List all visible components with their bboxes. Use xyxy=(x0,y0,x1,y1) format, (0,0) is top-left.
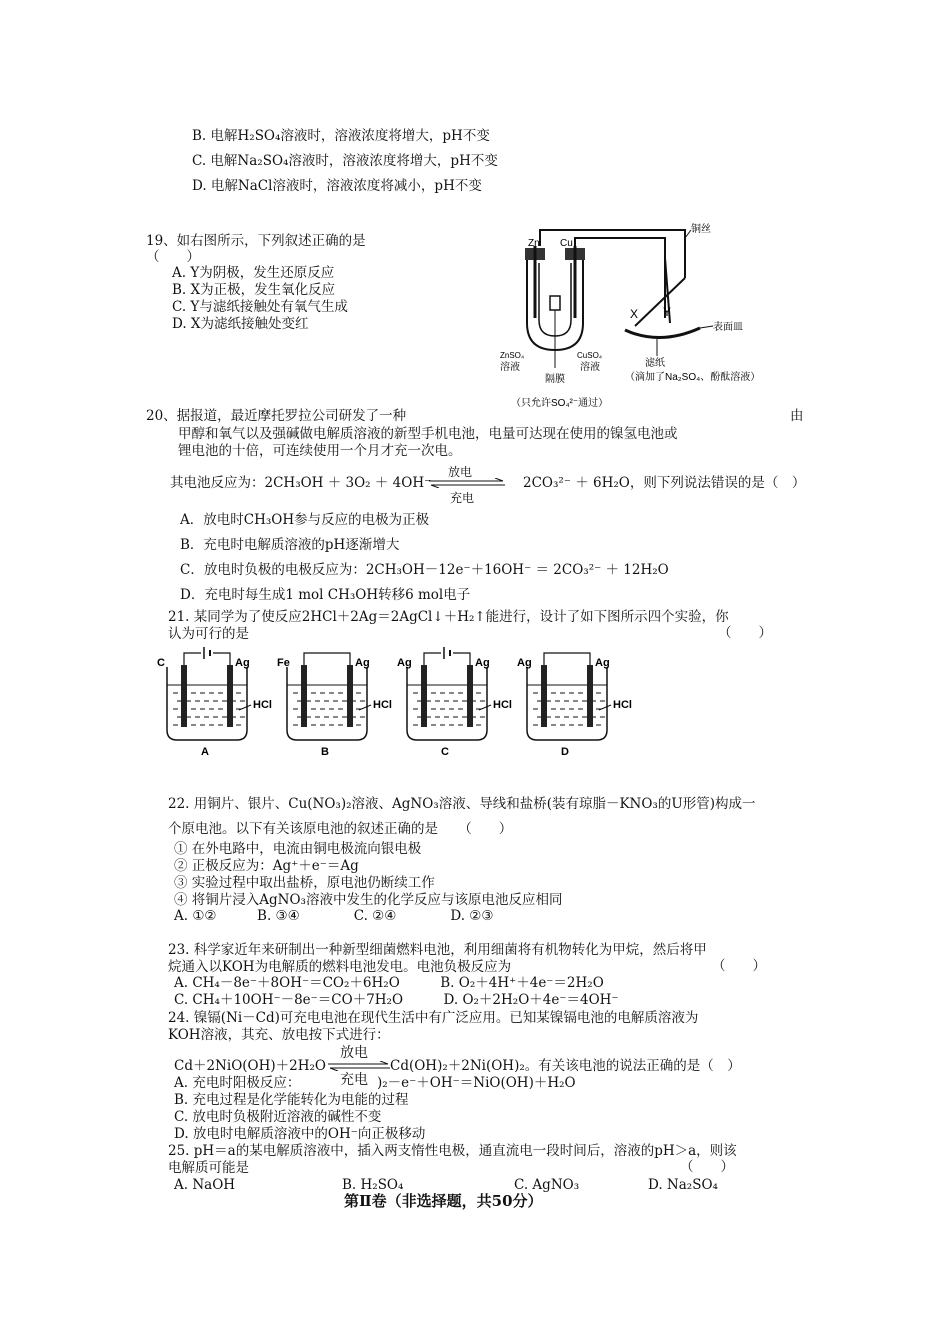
q23-line2: 烷通入以KOH为电解质的燃料电池发电。电池负极反应为 xyxy=(168,959,512,975)
q19-answer-paren: （ ） xyxy=(146,249,200,265)
q20-option-c: C．放电时负极的电极反应为：2CH₃OH－12e⁻＋16OH⁻ ＝ 2CO₃²⁻ ＋ 12H₂O xyxy=(180,562,669,578)
q24-discharge-label: 放电 xyxy=(340,1045,368,1061)
q19-option-d: D. X为滤纸接触处变红 xyxy=(172,316,309,332)
q19-option-a: A. Y为阴极，发生还原反应 xyxy=(172,265,335,281)
y-label: Y xyxy=(663,305,672,319)
q25-option-c: C. AgNO₃ xyxy=(514,1177,580,1193)
beaker xyxy=(407,667,487,740)
setup-label: D xyxy=(561,746,569,758)
electrode-label-left: Ag xyxy=(517,657,532,669)
zn-label: Zn xyxy=(528,238,540,249)
q23-options-ab: A. CH₄－8e⁻＋8OH⁻＝CO₂＋6H₂O B. O₂＋4H⁺＋4e⁻＝2H₂O xyxy=(174,975,604,991)
q24-reaction-left: Cd＋2NiO(OH)＋2H₂O xyxy=(174,1058,326,1074)
electrode-left xyxy=(181,665,187,727)
q24-option-b: B. 充电过程是化学能转化为电能的过程 xyxy=(174,1092,409,1108)
q22-statement-4: ④ 将铜片浸入AgNO₃溶液中发生的化学反应与该原电池反应相同 xyxy=(174,892,563,908)
q20-option-a: A．放电时CH₃OH参与反应的电极为正极 xyxy=(180,512,430,528)
electrode-label-right: Ag xyxy=(235,657,250,669)
electrode-label-left: Ag xyxy=(397,657,412,669)
q22-line1: 22. 用铜片、银片、Cu(NO₃)₂溶液、AgNO₃溶液、导线和盐桥(装有琼脂－KNO₃的U形管)构成一 xyxy=(168,796,756,812)
q24-option-c: C. 放电时负极附近溶液的碱性不变 xyxy=(174,1109,382,1125)
beaker xyxy=(167,667,247,740)
q24-option-a-prefix: A. 充电时阳极反应： xyxy=(174,1075,301,1091)
q24-charge-label: 充电 xyxy=(340,1072,368,1088)
electrode-right xyxy=(347,665,353,727)
znso4-label: ZnSO₄ xyxy=(500,351,525,360)
q25-line2: 电解质可能是 xyxy=(168,1160,249,1176)
electrode-label-right: Ag xyxy=(595,657,610,669)
q24-option-d: D. 放电时电解质溶液中的OH⁻向正极移动 xyxy=(174,1126,426,1142)
q18-option-c: C. 电解Na₂SO₄溶液时，溶液浓度将增大，pH不变 xyxy=(192,153,498,169)
q21-answer-paren: （ ） xyxy=(718,625,772,641)
electrode-right xyxy=(587,665,593,727)
q21-line1: 21. 某同学为了使反应2HCl＋2Ag＝2AgCl↓＋H₂↑能进行，设计了如下图所示四个实验，你 xyxy=(168,609,729,625)
q19-option-b: B. X为正极，发生氧化反应 xyxy=(172,282,336,298)
beaker xyxy=(287,667,367,740)
solution-label: HCl xyxy=(493,699,512,711)
q19-option-c: C. Y与滤纸接触处有氧气生成 xyxy=(172,299,348,315)
electrode-left xyxy=(541,665,547,727)
cuso4-solution-label: 溶液 xyxy=(580,362,600,373)
q20-line1a: 20、据报道，最近摩托罗拉公司研发了一种 xyxy=(146,408,407,424)
electrode-label-left: C xyxy=(157,657,165,669)
beaker-setup-D xyxy=(517,653,632,758)
q20-reaction-right: 2CO₃²⁻ ＋ 6H₂O，则下列说法错误的是（ ） xyxy=(523,475,806,491)
filter-paper-label: 滤纸 xyxy=(645,358,665,369)
q25-option-a: A. NaOH xyxy=(174,1177,236,1193)
q23-options-cd: C. CH₄＋10OH⁻－8e⁻＝CO＋7H₂O D. O₂＋2H₂O＋4e⁻＝4OH⁻ xyxy=(174,992,619,1008)
q24-line2: KOH溶液，其充、放电按下式进行： xyxy=(168,1027,390,1043)
q22-line2: 个原电池。以下有关该原电池的叙述正确的是 （ ） xyxy=(168,821,513,837)
x-electrode-wire xyxy=(635,278,685,326)
q22-choices: A. ①② B. ③④ C. ②④ D. ②③ xyxy=(174,908,494,924)
q24-reaction-right: Cd(OH)₂＋2Ni(OH)₂。有关该电池的说法正确的是（ ） xyxy=(390,1058,741,1074)
beaker-setup-C xyxy=(397,647,512,758)
q23-answer-paren: （ ） xyxy=(712,958,766,974)
q20-line1b: 由 xyxy=(790,408,804,424)
q21-line2: 认为可行的是 xyxy=(168,626,249,642)
setup-label: B xyxy=(321,746,329,758)
beaker-setup-B xyxy=(277,653,392,758)
q20-reaction-left: 其电池反应为：2CH₃OH ＋ 3O₂ ＋ 4OH⁻ xyxy=(170,475,432,491)
electrode-label-left: Fe xyxy=(277,657,290,669)
electrode-left xyxy=(421,665,427,727)
connecting-wire xyxy=(304,653,350,665)
membrane xyxy=(550,296,560,310)
electrode-label-right: Ag xyxy=(475,657,490,669)
copper-wire-label: 铜丝 xyxy=(691,224,711,235)
dish-label: 表面皿 xyxy=(713,322,743,333)
section-heading: 第Ⅱ卷（非选择题，共50分） xyxy=(344,1192,543,1210)
q18-option-d: D. 电解NaCl溶液时，溶液浓度将减小，pH不变 xyxy=(192,178,482,194)
membrane-label: 隔膜 xyxy=(545,374,565,385)
watch-glass xyxy=(625,328,700,338)
q25-option-b: B. H₂SO₄ xyxy=(342,1177,404,1193)
q20-discharge-label: 放电 xyxy=(448,465,473,479)
x-label: X xyxy=(630,307,639,321)
filter-paper-note: （滴加了Na₂SO₄、酚酞溶液） xyxy=(625,372,761,383)
q25-answer-paren: （ ） xyxy=(680,1159,734,1175)
q24-option-a-suffix: )₂－e⁻＋OH⁻＝NiO(OH)＋H₂O xyxy=(377,1075,576,1091)
setup-label: C xyxy=(441,746,449,758)
membrane-note: （只允许SO₄²⁻通过） xyxy=(511,398,609,409)
q20-option-b: B．充电时电解质溶液的pH逐渐增大 xyxy=(180,537,400,553)
q25-line1: 25. pH＝a的某电解质溶液中，插入两支惰性电极，通直流电一段时间后，溶液的pH＞a，则该 xyxy=(168,1143,737,1159)
cuso4-label: CuSO₄ xyxy=(577,351,603,360)
znso4-solution-label: 溶液 xyxy=(500,362,520,373)
q24-line1: 24. 镍镉(Ni－Cd)可充电电池在现代生活中有广泛应用。已知某镍镉电池的电解质溶液为 xyxy=(168,1010,699,1026)
q20-line2: 甲醇和氧气以及强碱做电解质溶液的新型手机电池，电量可达现在使用的镍氢电池或 xyxy=(178,426,678,442)
solution-label: HCl xyxy=(613,699,632,711)
q23-line1: 23. 科学家近年来研制出一种新型细菌燃料电池，利用细菌将有机物转化为甲烷，然后将甲 xyxy=(168,942,707,958)
q22-statement-2: ② 正极反应为：Ag⁺＋e⁻＝Ag xyxy=(174,858,359,874)
electrode-right xyxy=(467,665,473,727)
q21-beaker-figure xyxy=(155,645,655,760)
beaker-setup-A xyxy=(157,647,272,758)
q24-equilibrium-arrow xyxy=(326,1061,392,1071)
q22-statement-1: ① 在外电路中，电流由铜电极流向银电极 xyxy=(174,841,422,857)
solution-label: HCl xyxy=(373,699,392,711)
electrochemical-cell-figure xyxy=(495,218,785,413)
electrode-left xyxy=(301,665,307,727)
setup-label: A xyxy=(201,746,209,758)
q20-charge-label: 充电 xyxy=(450,491,475,505)
cu-label: Cu xyxy=(560,238,573,249)
q25-option-d: D. Na₂SO₄ xyxy=(648,1177,718,1193)
electrode-right xyxy=(227,665,233,727)
q20-equilibrium-arrow xyxy=(427,478,507,488)
q20-option-d: D．充电时每生成1 mol CH₃OH转移6 mol电子 xyxy=(180,587,471,603)
connecting-wire xyxy=(544,653,590,665)
electrode-label-right: Ag xyxy=(355,657,370,669)
q20-line3: 锂电池的十倍，可连续使用一个月才充一次电。 xyxy=(178,443,462,459)
beaker xyxy=(527,667,607,740)
solution-label: HCl xyxy=(253,699,272,711)
q18-option-b: B. 电解H₂SO₄溶液时，溶液浓度将增大，pH不变 xyxy=(192,128,490,144)
cu-wire xyxy=(575,238,665,318)
q19-stem: 19、如右图所示，下列叙述正确的是 xyxy=(146,233,366,249)
q22-statement-3: ③ 实验过程中取出盐桥，原电池仍断续工作 xyxy=(174,875,435,891)
